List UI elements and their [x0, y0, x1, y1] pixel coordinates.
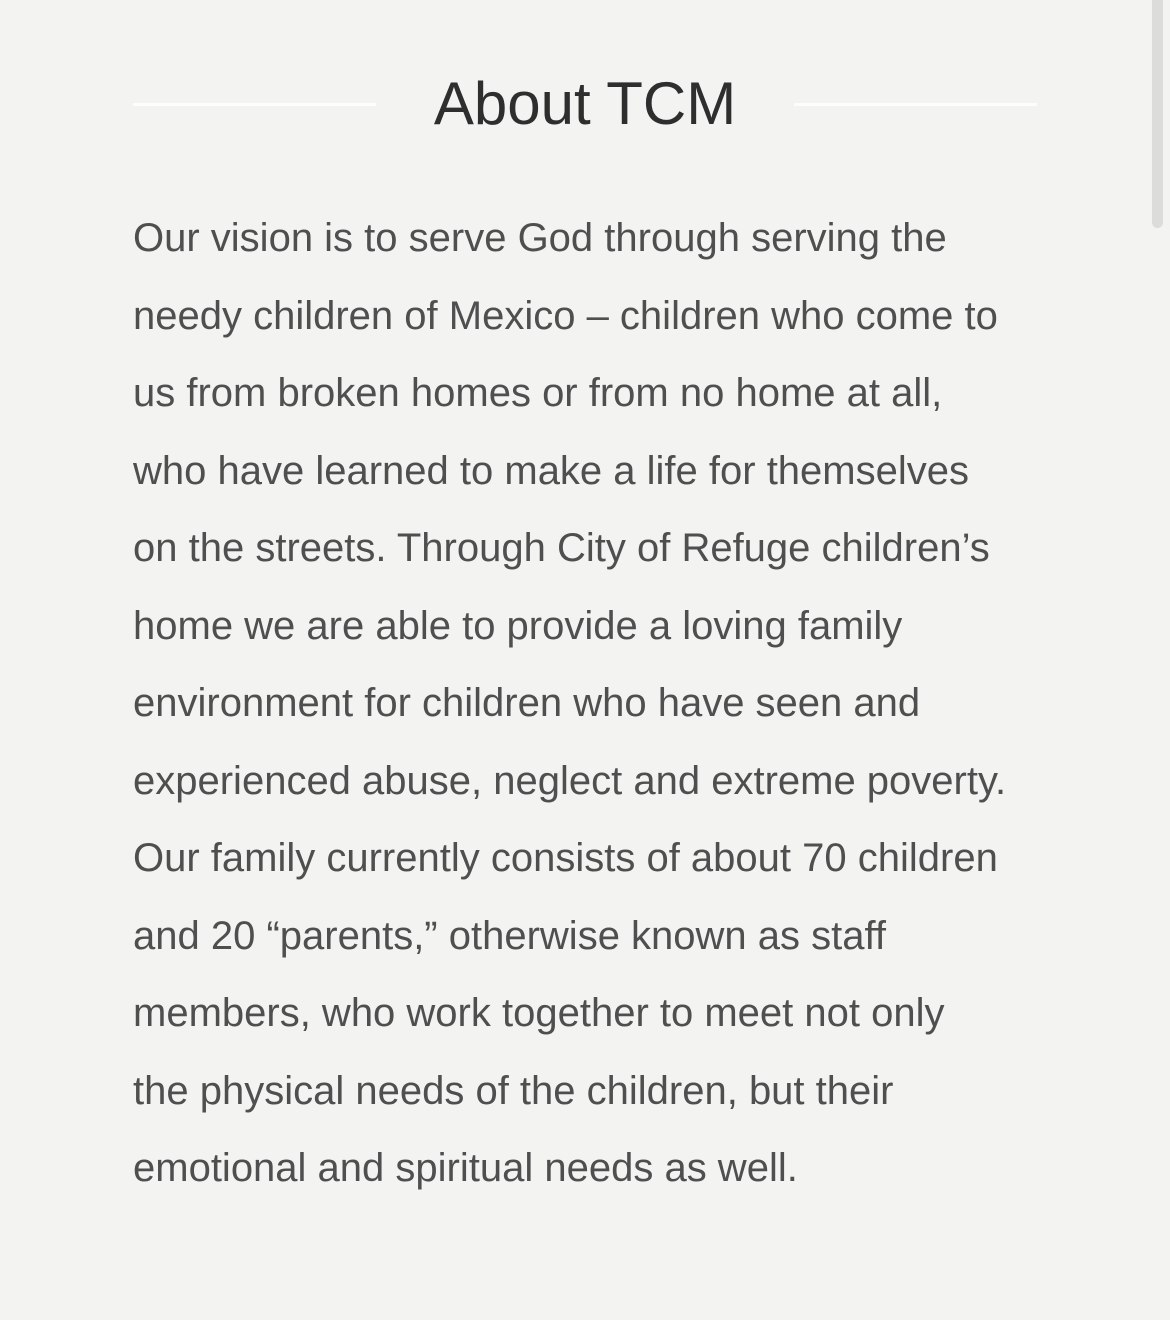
- about-paragraph: Our vision is to serve God through serving the needy children of Mexico – children who come to us from broken homes or from no home at all, who have learned to make a life for themselves on the streets. Through City of Refuge children’s home we are able to provide a loving family environment for children who have seen and experienced abuse, neglect and extreme poverty. Our family currently consists of about 70 children and 20 “parents,” otherwise known as staff members, who work together to meet not only the physical needs of the children, but their emotional and spiritual needs as well.: [133, 216, 1007, 1190]
- page-title: About TCM: [433, 70, 737, 137]
- heading-divider-left: [133, 103, 376, 106]
- heading-divider-right: [794, 103, 1037, 106]
- section-heading: [133, 0, 1037, 140]
- about-section: [133, 0, 1037, 1208]
- scrollbar-thumb[interactable]: [1152, 0, 1163, 228]
